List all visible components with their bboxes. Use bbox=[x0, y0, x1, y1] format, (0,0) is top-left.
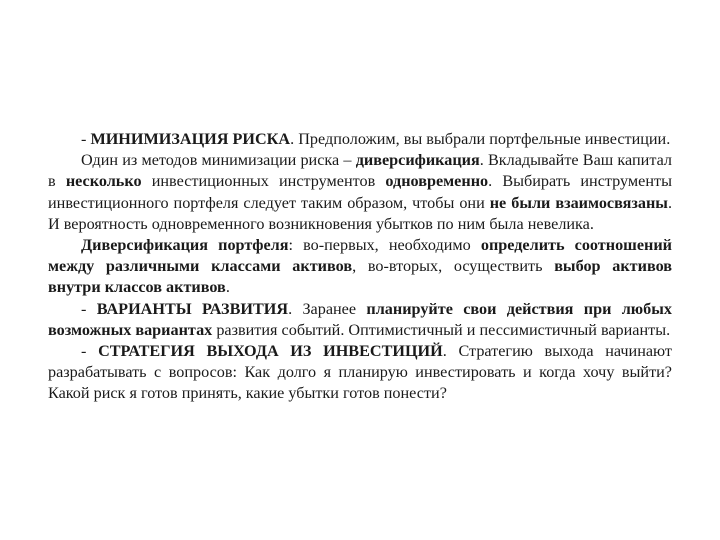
paragraph-text: . Заранее bbox=[288, 299, 367, 318]
paragraph-text: . Выбирать инструменты инвестиционного портфеля следует таким образом, чтобы они bbox=[48, 172, 672, 212]
paragraph-portfolio-diversification bbox=[48, 235, 672, 299]
bold-term: выбор активов внутри классов активов bbox=[48, 257, 673, 297]
heading-development-options: ВАРИАНТЫ РАЗВИТИЯ bbox=[96, 299, 289, 318]
bold-term: диверсификация bbox=[355, 151, 480, 170]
dash-marker: - bbox=[81, 299, 97, 318]
bold-term: планируйте свои действия при любых возможных вариантах bbox=[48, 299, 672, 339]
document-text-block bbox=[48, 129, 672, 405]
paragraph-text: : во-первых, необходимо bbox=[288, 236, 481, 255]
paragraph-text: , во-вторых, осуществить bbox=[352, 257, 555, 276]
bold-term: несколько bbox=[65, 172, 142, 191]
bold-term: определить соотношений между различными классами активов bbox=[48, 236, 672, 276]
paragraph-risk-minimization bbox=[48, 129, 672, 150]
bold-term: одновременно bbox=[385, 172, 489, 191]
paragraph-text: инвестиционных инструментов bbox=[141, 172, 386, 191]
paragraph-text: развития событий. Оптимистичный и пессимистичный варианты. bbox=[212, 320, 671, 339]
bold-term: Диверсификация портфеля bbox=[81, 236, 289, 255]
paragraph-text: . Вкладывайте Ваш капитал в bbox=[48, 151, 672, 191]
heading-risk-minimization: МИНИМИЗАЦИЯ РИСКА bbox=[90, 130, 291, 148]
paragraph-text: . Стратегию выхода начинают разрабатывать с вопросов: Как долго я планирую инвестировать и когда хочу выйти? Какой риск я готов принять, какие убытки готов понести? bbox=[48, 342, 673, 403]
paragraph-diversification bbox=[48, 150, 672, 235]
dash-marker: - bbox=[81, 342, 99, 361]
dash-marker: - bbox=[81, 130, 91, 148]
paragraph-text: . bbox=[225, 278, 230, 297]
paragraph-development-options bbox=[48, 299, 672, 341]
bold-term: не были взаимосвязаны bbox=[489, 193, 668, 212]
heading-exit-strategy: СТРАТЕГИЯ ВЫХОДА ИЗ ИНВЕСТИЦИЙ bbox=[98, 342, 443, 361]
paragraph-text: Один из методов минимизации риска – bbox=[81, 151, 356, 170]
paragraph-text: . Предположим, вы выбрали портфельные инвестиции. bbox=[290, 130, 671, 148]
paragraph-exit-strategy bbox=[48, 341, 672, 405]
paragraph-text: . И вероятность одновременного возникновения убытков по ним была невелика. bbox=[48, 193, 672, 233]
